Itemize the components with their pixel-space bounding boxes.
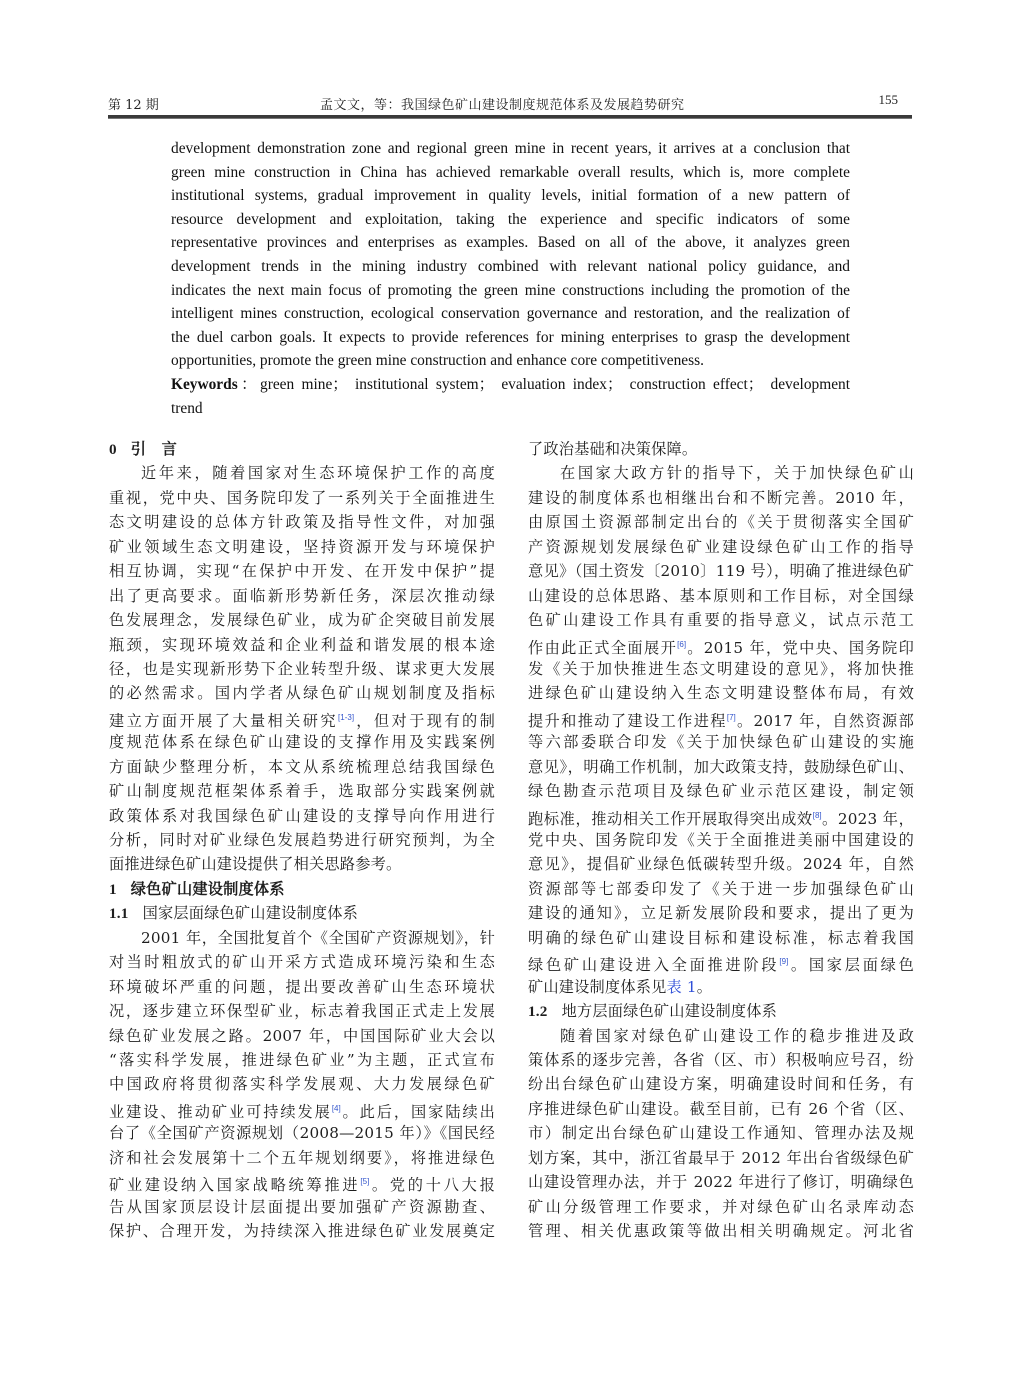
paragraph-line: 建设的通知》，立足新发展阶段和要求，提出了更为: [528, 904, 914, 923]
paragraph-line: 环境破坏严重的问题，提出要改善矿山生态环境状: [109, 977, 495, 996]
paragraph-line: 策体系的逐步完善，各省（区、市）积极响应号召，纷: [528, 1050, 914, 1069]
paragraph-line: “落实科学发展，推进绿色矿业”为主题，正式宣布: [109, 1050, 495, 1069]
paragraph-line: 出了更高要求。面临新形势新任务，深层次推动绿: [109, 586, 495, 605]
paragraph-line: 方面缺少整理分析，本文从系统梳理总结我国绿色: [109, 757, 495, 776]
section-heading-introduction: [109, 437, 495, 461]
paragraph-line: 相互协调，实现“在保护中开发、在开发中保护”提: [109, 562, 495, 581]
paragraph-line: 近年来，随着国家对生态环境保护工作的高度: [141, 464, 495, 483]
keywords-label: Keywords: [171, 375, 238, 393]
paragraph-line: 管理、相关优惠政策等做出相关明确规定。河北省: [528, 1222, 914, 1240]
paragraph-line: 保护、合理开发，为持续深入推进绿色矿业发展奠定: [109, 1222, 495, 1240]
paragraph-line: 在国家大政方针的指导下，关于加快绿色矿山: [560, 464, 914, 483]
text-run: 。2017 年，自然资源部: [735, 711, 914, 730]
paragraph-line: 矿业领域生态文明建设，坚持资源开发与环境保护: [109, 537, 495, 556]
citation-link[interactable]: [9]: [779, 957, 789, 967]
subsection-title: 地方层面绿色矿山建设制度体系: [561, 1002, 778, 1021]
paragraph-line: 建设的制度体系也相继出台和不断完善。2010 年，: [528, 488, 914, 507]
subsection-heading-1-1: [109, 901, 495, 925]
abstract-line: indicates the next main focus of promoting the green mine constructions including the promotion of the: [171, 281, 850, 299]
subsection-title: 国家层面绿色矿山建设制度体系: [142, 904, 359, 923]
paragraph-line: 资源部等七部委印发了《关于进一步加强绿色矿山: [528, 879, 914, 898]
section-number: 1: [109, 880, 117, 898]
section-heading-1: [109, 877, 495, 901]
section-title: 绿色矿山建设制度体系: [130, 879, 285, 898]
paragraph-line: [109, 706, 495, 730]
running-header: [108, 92, 912, 112]
paragraph-line: 绿色矿业发展之路。2007 年，中国国际矿业大会以: [109, 1026, 495, 1045]
paragraph-line: 随着国家对绿色矿山建设工作的稳步推进及政: [560, 1026, 914, 1045]
paragraph-line: 2001 年，全国批复首个《全国矿产资源规划》，针: [141, 928, 495, 947]
paragraph-line: 绿色勘查示范项目及绿色矿业示范区建设，制定领: [528, 782, 914, 801]
paragraph-line: 面推进绿色矿山建设提供了相关思路参考。: [109, 855, 402, 874]
abstract-line: green mine construction in China has achieved remarkable overall results, which is, more complete: [171, 163, 850, 181]
paragraph-line: 态文明建设的总体方针政策及指导性文件，对加强: [109, 513, 495, 532]
paragraph-line: 纷出台绿色矿山建设方案，明确建设时间和任务，有: [528, 1075, 914, 1094]
paragraph-line: 矿山分级管理工作要求，并对绿色矿山名录库动态: [528, 1197, 914, 1216]
text-run: 矿业建设纳入国家战略统筹推进: [109, 1176, 361, 1195]
paragraph-line: [528, 706, 914, 730]
abstract-line: intelligent mines construction, ecological conservation governance and restoration, and the realization of: [171, 305, 850, 323]
paragraph-line: [528, 804, 914, 828]
paragraph-line: 色发展理念，发展绿色矿业，成为矿企突破目前发展: [109, 611, 495, 630]
paragraph-line: 况，逐步建立环保型矿业，标志着我国正式走上发展: [109, 1002, 495, 1021]
paragraph-line: 色矿山建设工作具有重要的指导意义，试点示范工: [528, 611, 914, 630]
paragraph-line: 政策体系对我国绿色矿山建设的支撑导向作用进行: [109, 806, 495, 825]
paragraph-line: 台了《全国矿产资源规划（2008—2015 年）》《国民经: [109, 1124, 495, 1143]
paragraph-line: 中国政府将贯彻落实科学发展观、大力发展绿色矿: [109, 1075, 495, 1094]
citation-link[interactable]: [1-3]: [338, 712, 355, 722]
text-run: 建立方面开展了大量相关研究: [109, 711, 339, 730]
paragraph-line: 明确的绿色矿山建设目标和建设标准，标志着我国: [528, 928, 914, 947]
abstract-line: institutional systems, gradual improvement in quality levels, initial formation of a new pattern of: [171, 187, 850, 205]
header-rule: [108, 115, 912, 119]
paragraph-line: 划方案，其中，浙江省最早于 2012 年出台省级绿色矿: [528, 1148, 914, 1167]
citation-link[interactable]: [8]: [812, 810, 822, 820]
paragraph-line: 分析，同时对矿业绿色发展趋势进行研究预判，为全: [109, 831, 495, 849]
citation-link[interactable]: [6]: [677, 639, 687, 649]
text-run: 。党的十八大报: [369, 1176, 495, 1195]
paragraph-line: 产资源规划发展绿色矿业建设绿色矿山工作的指导: [528, 537, 914, 556]
section-number: 0: [109, 441, 117, 458]
paragraph-line: 径，也是实现新形势下企业转型升级、谋求更大发展: [109, 659, 495, 678]
subsection-number: 1.1: [109, 905, 129, 923]
abstract-line: opportunities, promote the green mine construction and enhance core competitiveness.: [171, 352, 704, 370]
paragraph-line: 对当时粗放式的矿山开采方式造成环境污染和生态: [109, 953, 495, 972]
text-run: 。2023 年，: [821, 809, 914, 828]
abstract-line: development trends in the mining industry combined with relevant national policy guidance, and: [171, 257, 850, 275]
paragraph-line: 重视，党中央、国务院印发了一系列关于全面推进生: [109, 488, 495, 507]
paragraph-line: [528, 975, 914, 999]
paragraph-line: [109, 1097, 495, 1121]
text-run: ，但对于现有的制: [354, 711, 495, 730]
keywords-list: ：green mine； institutional system； evaluation index； construction effect； development: [237, 375, 850, 393]
paragraph-line: 山建设的总体思路、基本原则和工作目标，对全国绿: [528, 586, 914, 605]
keywords-line: [171, 373, 850, 397]
keywords-continuation: trend: [171, 399, 203, 417]
paragraph-line: 等六部委联合印发《关于加快绿色矿山建设的实施: [528, 733, 914, 752]
paragraph-line: [528, 633, 914, 657]
subsection-number: 1.2: [528, 1003, 548, 1021]
issue-number: 第 12 期: [108, 98, 159, 113]
paragraph-line: 了政治基础和决策保障。: [528, 440, 698, 458]
text-run: 绿色矿山建设进入全面推进阶段: [528, 956, 780, 975]
paragraph-line: [109, 1170, 495, 1194]
paragraph-line: 市）制定出台绿色矿山建设工作通知、管理办法及规: [528, 1124, 914, 1143]
section-title: 引 言: [130, 440, 177, 458]
paragraph-line: 济和社会发展第十二个五年规划纲要》，将推进绿色: [109, 1148, 495, 1167]
abstract-line: representative provinces and enterprises as examples. Based on all of the above, it analyzes green: [171, 234, 850, 252]
page-number: 155: [878, 92, 898, 107]
text-run: 矿山建设制度体系见: [528, 977, 667, 996]
abstract-line: the duel carbon goals. It expects to provide references for mining enterprises to grasp the development: [171, 328, 850, 346]
text-run: 作由此正式全面展开: [528, 638, 678, 657]
citation-link[interactable]: [5]: [360, 1177, 370, 1187]
subsection-heading-1-2: [528, 999, 914, 1023]
table-reference-link[interactable]: 表 1: [666, 977, 697, 996]
paragraph-line: 山建设管理办法，并于 2022 年进行了修订，明确绿色: [528, 1173, 914, 1192]
text-run: 。: [696, 977, 713, 996]
paragraph-line: 度规范体系在绿色矿山建设的支撑作用及实践案例: [109, 733, 495, 752]
paragraph-line: 意见》（国土资发〔2010〕119 号），明确了推进绿色矿: [528, 562, 914, 581]
citation-link[interactable]: [7]: [726, 712, 736, 722]
paragraph-line: 矿山制度规范框架体系着手，选取部分实践案例就: [109, 782, 495, 801]
citation-link[interactable]: [4]: [331, 1103, 341, 1113]
text-run: 。2015 年，党中央、国务院印: [686, 638, 914, 657]
abstract-line: resource development and exploitation, taking the experience and specific indicators of some: [171, 210, 850, 228]
text-run: 跑标准，推动相关工作开展取得突出成效: [528, 809, 813, 828]
paragraph-line: 发《关于加快推进生态文明建设的意见》，将加快推: [528, 659, 914, 678]
text-run: 。此后，国家陆续出: [340, 1102, 495, 1121]
paragraph-line: [528, 950, 914, 974]
paragraph-line: 的必然需求。国内学者从绿色矿山规划制度及指标: [109, 684, 495, 703]
paragraph-line: 瓶颈，实现环境效益和企业利益和谐发展的根本途: [109, 635, 495, 654]
running-title: 孟文文，等：我国绿色矿山建设制度规范体系及发展趋势研究: [320, 98, 685, 113]
abstract-line: development demonstration zone and regional green mine in recent years, it arrives at a conclusion that: [171, 140, 850, 157]
paragraph-line: 由原国土资源部制定出台的《关于贯彻落实全国矿: [528, 513, 914, 532]
paragraph-line: 告从国家顶层设计层面提出要加强矿产资源勘查、: [109, 1197, 495, 1216]
paragraph-line: 意见》，提倡矿业绿色低碳转型升级。2024 年，自然: [528, 855, 914, 874]
paragraph-line: 序推进绿色矿山建设。截至目前，已有 26 个省（区、: [528, 1099, 914, 1118]
paragraph-line: 进绿色矿山建设纳入生态文明建设整体布局，有效: [528, 684, 914, 703]
text-run: 提升和推动了建设工作进程: [528, 711, 727, 730]
text-run: 业建设、推动矿业可持续发展: [109, 1102, 332, 1121]
paragraph-line: 意见》，明确工作机制，加大政策支持，鼓励绿色矿山、: [528, 757, 914, 776]
english-abstract: [171, 137, 850, 420]
left-column: [109, 437, 495, 1243]
text-run: 。国家层面绿色: [788, 956, 914, 975]
paragraph-line: 党中央、国务院印发《关于全面推进美丽中国建设的: [528, 831, 914, 849]
right-column: [528, 437, 914, 1243]
